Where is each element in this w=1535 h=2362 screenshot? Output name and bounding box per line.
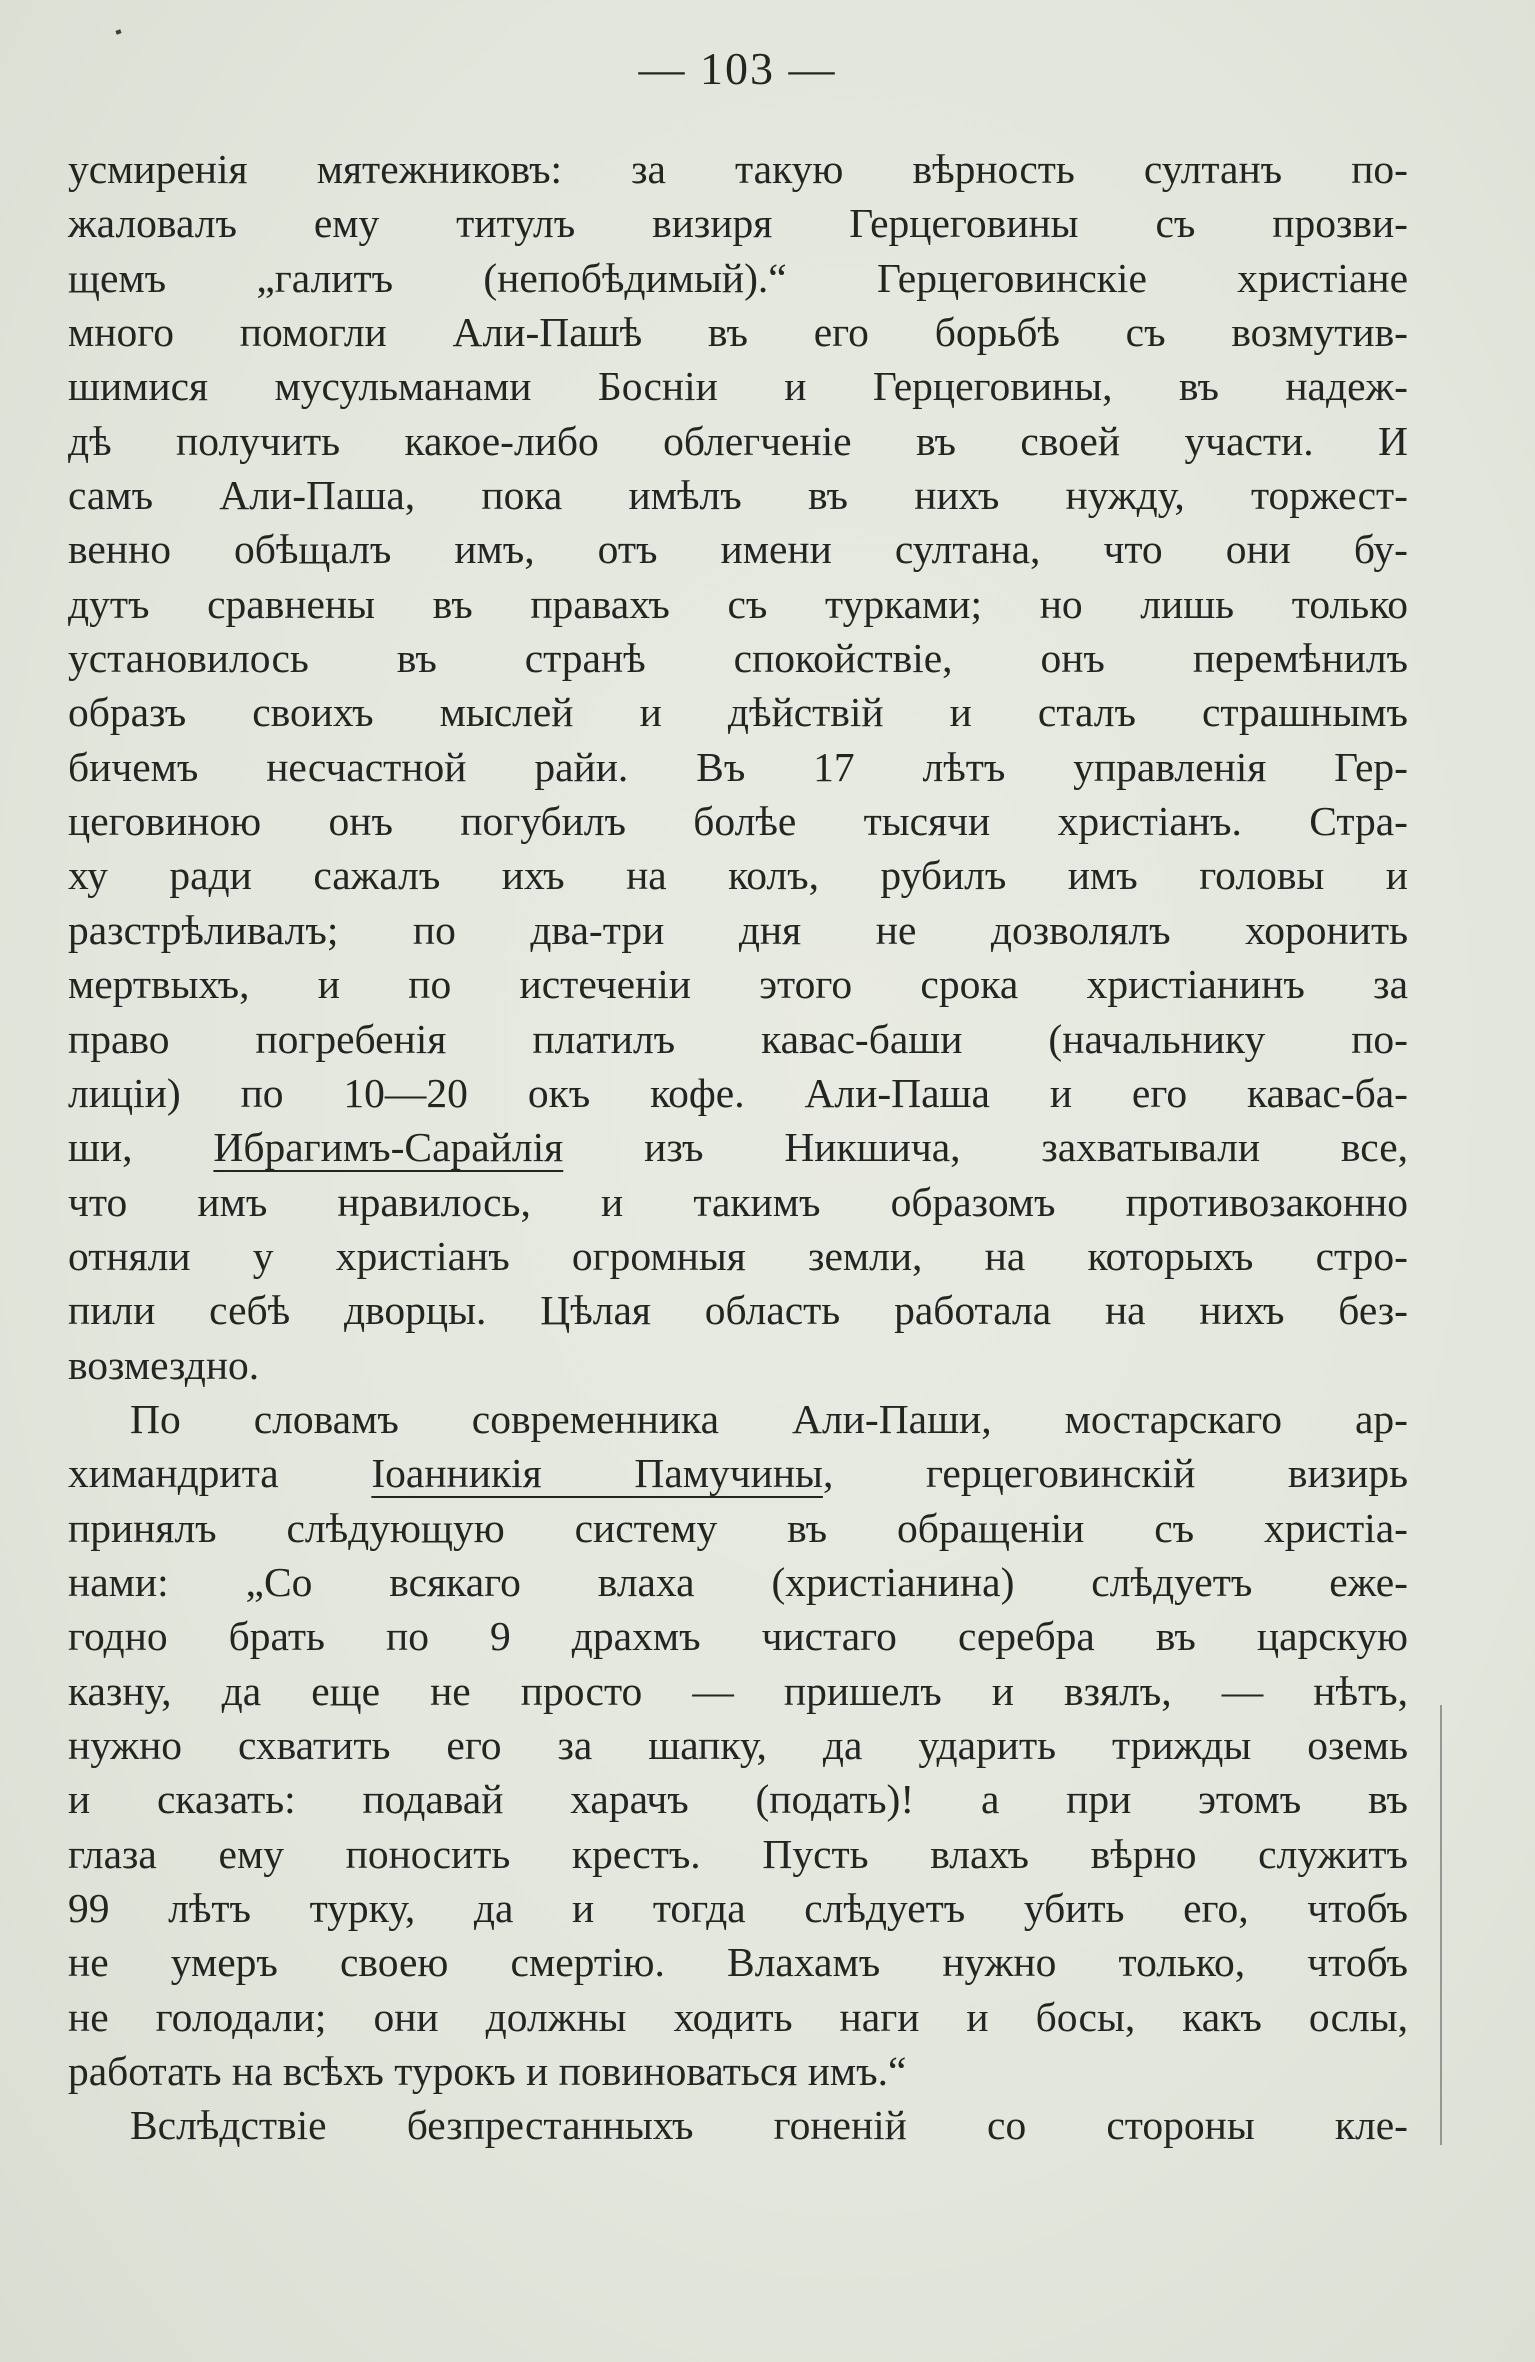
underlined-name: Ибрагимъ-Сарайлія — [213, 1124, 564, 1171]
text-line: много помогли Али-Пашѣ въ его борьбѣ съ возмутив- — [68, 309, 1408, 356]
text-line: лиціи) по 10—20 окъ кофе. Али-Паша и его кавас-ба- — [68, 1069, 1408, 1116]
text-line: разстрѣливалъ; по два-три дня не дозволялъ хоронить — [68, 906, 1408, 953]
text-line: мертвыхъ, и по истеченіи этого срока христіанинъ за — [68, 961, 1408, 1008]
text-line: 99 лѣтъ турку, да и тогда слѣдуетъ убить его, чтобъ — [68, 1885, 1408, 1931]
text-line: дѣ получить какое-либо облегченіе въ своей участи. И — [68, 417, 1408, 464]
text-line: щемъ „галитъ (непобѣдимый).“ Герцеговинскіе христіане — [68, 254, 1408, 301]
margin-pencil-mark — [1440, 1705, 1442, 2145]
text-line: казну, да еще не просто — пришелъ и взялъ, — нѣтъ, — [68, 1667, 1408, 1714]
text-line: нами: „Со всякаго влаха (христіанина) слѣдуетъ еже- — [68, 1558, 1408, 1605]
paragraph-start-line: По словамъ современника Али-Паши, мостарскаго ар- — [130, 1395, 1408, 1442]
text-line: право погребенія платилъ кавас-баши (начальнику по- — [68, 1015, 1408, 1062]
text-line: самъ Али-Паша, пока имѣлъ въ нихъ нужду, торжест- — [68, 472, 1408, 519]
text-line: дутъ сравнены въ правахъ съ турками; но лишь только — [68, 580, 1408, 627]
text-line: не умеръ своею смертію. Влахамъ нужно только, чтобъ — [68, 1939, 1408, 1986]
text-line — [68, 1446, 1408, 1500]
text-line: принялъ слѣдующую систему въ обращеніи съ христіа- — [68, 1504, 1408, 1551]
body-text — [68, 142, 1408, 2153]
text-line: и сказать: подавай харачъ (подать)! а при этомъ въ — [68, 1776, 1408, 1823]
text-line: шимися мусульманами Босніи и Герцеговины, въ надеж- — [68, 363, 1408, 410]
text-line: установилось въ странѣ спокойствіе, онъ перемѣнилъ — [68, 635, 1408, 682]
text-line: образъ своихъ мыслей и дѣйствій и сталъ страшнымъ — [68, 689, 1408, 736]
line-text: химандрита — [68, 1450, 372, 1497]
text-line: глаза ему поносить крестъ. Пусть влахъ вѣрно служитъ — [68, 1830, 1408, 1877]
text-line: бичемъ несчастной райи. Въ 17 лѣтъ управленія Гер- — [68, 743, 1408, 790]
line-text: ши, — [68, 1124, 214, 1171]
text-line: нужно схватить его за шапку, да ударить трижды оземь — [68, 1721, 1408, 1768]
line-text: изъ Никшича, захватывали все, — [563, 1124, 1408, 1171]
text-line — [68, 1120, 1408, 1174]
text-line: работать на всѣхъ турокъ и повиноваться имъ.“ — [68, 2048, 907, 2095]
text-line: жаловалъ ему титулъ визиря Герцеговины съ прозви- — [68, 200, 1408, 247]
text-line: цеговиною онъ погубилъ болѣе тысячи христіанъ. Стра- — [68, 798, 1408, 845]
paragraph-start-line: Вслѣдствіе безпрестанныхъ гоненій со стороны кле- — [130, 2102, 1408, 2149]
text-line: что имъ нравилось, и такимъ образомъ противозаконно — [68, 1178, 1408, 1225]
text-line: годно брать по 9 драхмъ чистаго серебра въ царскую — [68, 1613, 1408, 1660]
text-line: пили себѣ дворцы. Цѣлая область работала на нихъ без- — [68, 1287, 1408, 1334]
text-line: ху ради сажалъ ихъ на колъ, рубилъ имъ головы и — [68, 852, 1408, 899]
text-line: отняли у христіанъ огромныя земли, на которыхъ стро- — [68, 1232, 1408, 1279]
text-line: усмиренія мятежниковъ: за такую вѣрность султанъ по- — [68, 146, 1408, 192]
print-speck — [115, 29, 121, 34]
text-line: возмездно. — [68, 1341, 260, 1388]
line-text: , герцеговинскій визирь — [822, 1450, 1408, 1497]
text-line: не голодали; они должны ходить наги и босы, какъ ослы, — [68, 1993, 1408, 2040]
page-number: — 103 — — [638, 43, 837, 94]
underlined-name: Іоанникія Памучины — [371, 1450, 823, 1497]
text-line: венно обѣщалъ имъ, отъ имени султана, что они бу- — [68, 526, 1408, 573]
